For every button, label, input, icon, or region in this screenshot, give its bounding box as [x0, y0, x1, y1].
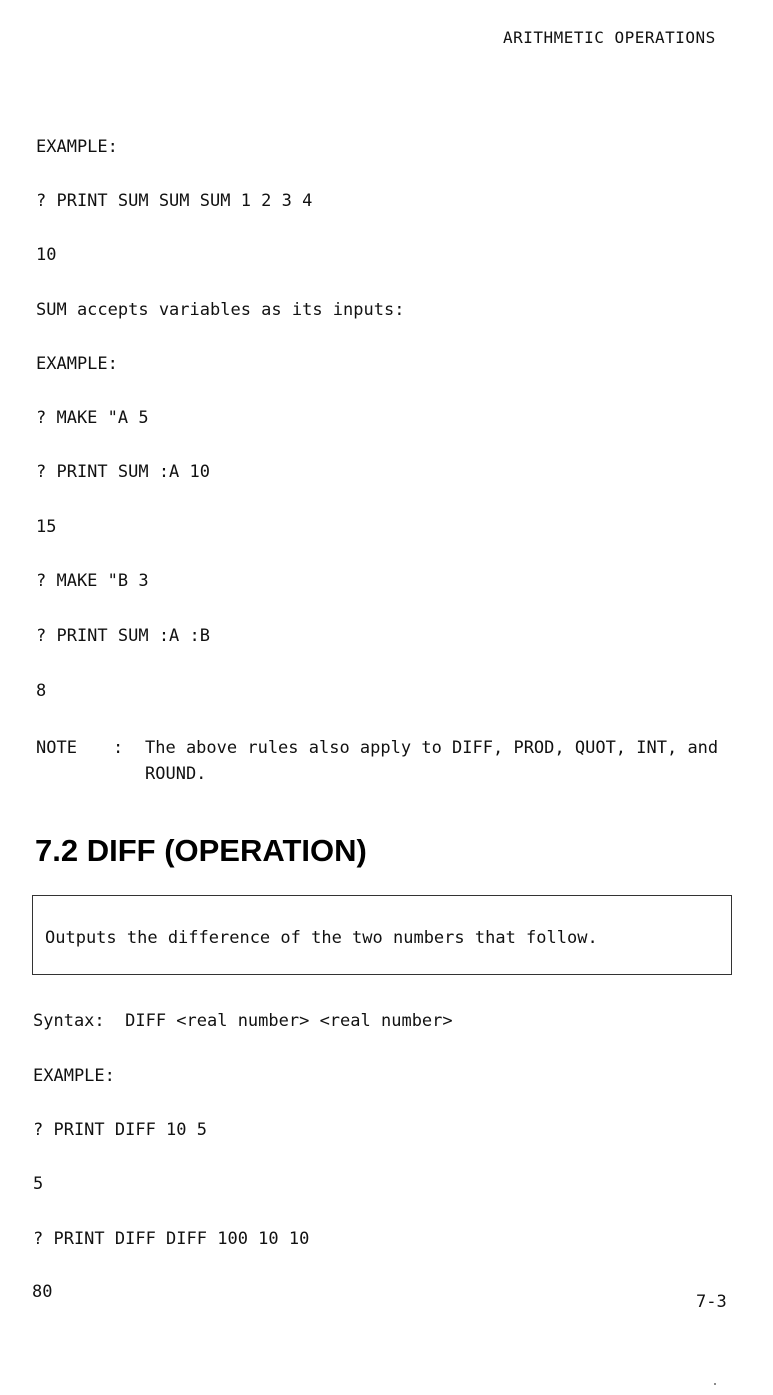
- section-heading: 7.2 DIFF (OPERATION): [35, 833, 367, 868]
- page-number-left: 80: [32, 1282, 53, 1302]
- scan-speck: [714, 1383, 716, 1385]
- code-line: ? MAKE "A 5: [36, 408, 149, 428]
- output-line: 15: [36, 517, 57, 537]
- description-box: [32, 895, 732, 975]
- description-text: Outputs the difference of the two numbers that follow.: [45, 928, 598, 948]
- code-line: ? PRINT DIFF DIFF 100 10 10: [33, 1229, 310, 1249]
- code-line: ? MAKE "B 3: [36, 571, 149, 591]
- note-colon: :: [113, 738, 124, 758]
- example-label: EXAMPLE:: [36, 354, 118, 374]
- code-line: ? PRINT SUM :A 10: [36, 462, 210, 482]
- output-line: 10: [36, 245, 57, 265]
- body-text: SUM accepts variables as its inputs:: [36, 300, 405, 320]
- page-number-right: 7-3: [696, 1292, 727, 1312]
- code-line: ? PRINT DIFF 10 5: [33, 1120, 207, 1140]
- code-line: ? PRINT SUM SUM SUM 1 2 3 4: [36, 191, 313, 211]
- output-line: 8: [36, 681, 47, 701]
- example-label: EXAMPLE:: [33, 1066, 115, 1086]
- note-text: The above rules also apply to DIFF, PROD, QUOT, INT, and ROUND.: [145, 738, 719, 784]
- output-line: 5: [33, 1174, 44, 1194]
- code-line: ? PRINT SUM :A :B: [36, 626, 210, 646]
- example-label: EXAMPLE:: [36, 137, 118, 157]
- running-header: ARITHMETIC OPERATIONS: [503, 28, 716, 47]
- note-label: NOTE: [36, 738, 77, 758]
- syntax-line: Syntax: DIFF <real number> <real number>: [33, 1011, 453, 1031]
